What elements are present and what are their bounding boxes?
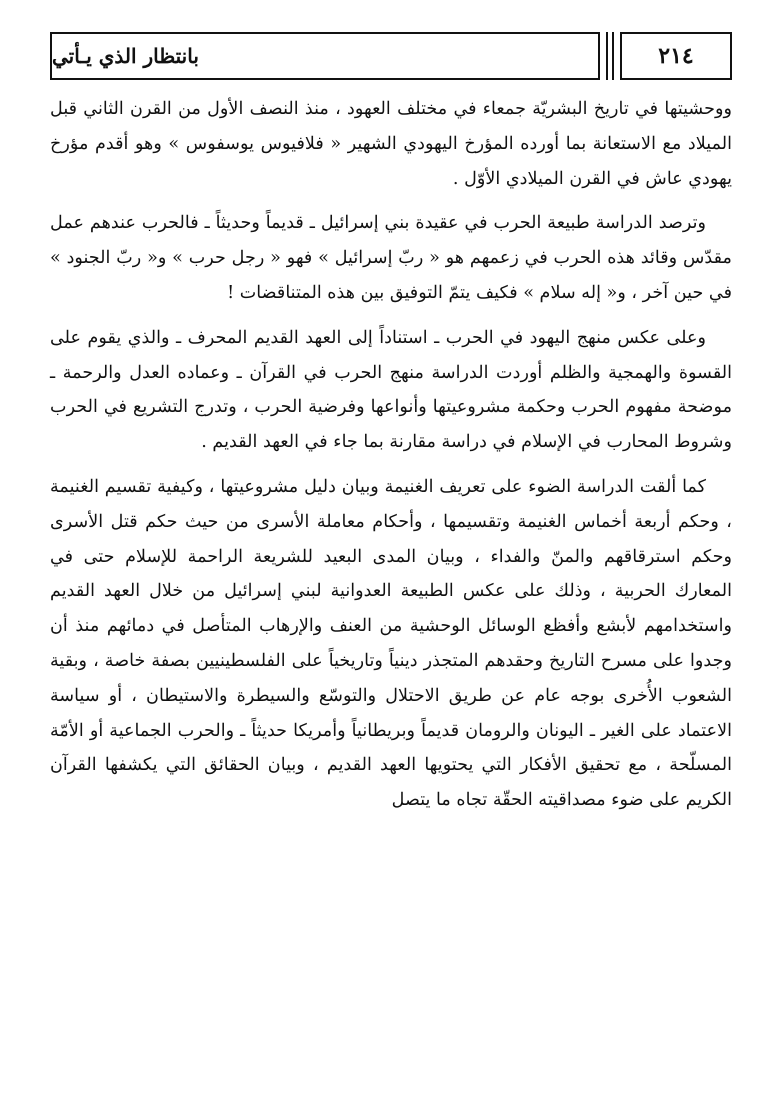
header-divider — [606, 32, 614, 80]
running-header — [50, 32, 732, 84]
paragraph: كما ألقت الدراسة الضوء على تعريف الغنيمة وبيان دليل مشروعيتها ، وكيفية تقسيم الغنيمة ، وحكم أربعة أخماس الغنيمة وتقسيمها ، وأحكام معاملة الأسرى من حيث حكم قتل الأسرى وحكم استرقاقهم والمنّ والفداء ، وبيان المدى البعيد للشريعة الراحمة للإسلام حتى في المعارك الحربية ، وذلك على عكس الطبيعة العدوانية لبني إسرائيل من خلال العهد القديم واستخدامهم لأبشع وأفظع الوسائل الوحشية من العنف والإرهاب المتأصل في دمائهم منذ أن وجدوا على مسرح التاريخ وحقدهم المتجذر دينياً وتاريخياً على الفلسطينيين بصفة خاصة ، وبقية الشعوب الأُخرى بوجه عام عن طريق الاحتلال والتوسّع والسيطرة والاستيطان ، أو سياسة الاعتماد على الغير ـ اليونان والرومان قديماً وبريطانياً وأمريكا حديثاً ـ والحرب الجماعية أو الأمّة المسلّحة ، مع تحقيق الأفكار التي يحتويها العهد القديم ، وبيان الحقائق التي يكشفها القرآن الكريم على ضوء مصداقيته الحقّة تجاه ما يتصل — [50, 476, 732, 811]
body-text — [50, 92, 732, 828]
book-page — [50, 32, 732, 1082]
paragraph: ووحشيتها في تاريخ البشريّة جمعاء في مختلف العهود ، منذ النصف الأول من القرن الثاني قبل الميلاد مع الاستعانة بما أورده المؤرخ اليهودي الشهير « فلافيوس يوسفوس » وهو أقدم مؤرخ يهودي عاش في القرن الميلادي الأوّل . — [50, 99, 732, 189]
paragraph: وعلى عكس منهج اليهود في الحرب ـ استناداً إلى العهد القديم المحرف ـ والذي يقوم على القسوة والهمجية والظلم أوردت الدراسة منهج الحرب في القرآن ـ وعماده العدل والرحمة ـ موضحة مفهوم الحرب وحكمة مشروعيتها وأنواعها وفرضية الحرب ، وتدرج التشريع في الحرب وشروط المحارب في الإسلام في دراسة مقارنة بما جاء في العهد القديم . — [50, 327, 732, 453]
page-number: ٢١٤ — [658, 43, 694, 69]
paragraph: وترصد الدراسة طبيعة الحرب في عقيدة بني إسرائيل ـ قديماً وحديثاً ـ فالحرب عندهم عمل مقدّس وقائد هذه الحرب في زعمهم هو « ربّ إسرائيل » فهو « رجل حرب » و« ربّ الجنود » في حين آخر ، و« إله سلام » فكيف يتمّ التوفيق بين هذه المتناقضات ! — [50, 213, 732, 303]
page-number-box — [620, 32, 732, 80]
running-title-box — [50, 32, 600, 80]
running-title: بانتظار الذي يـأتي — [52, 44, 199, 68]
